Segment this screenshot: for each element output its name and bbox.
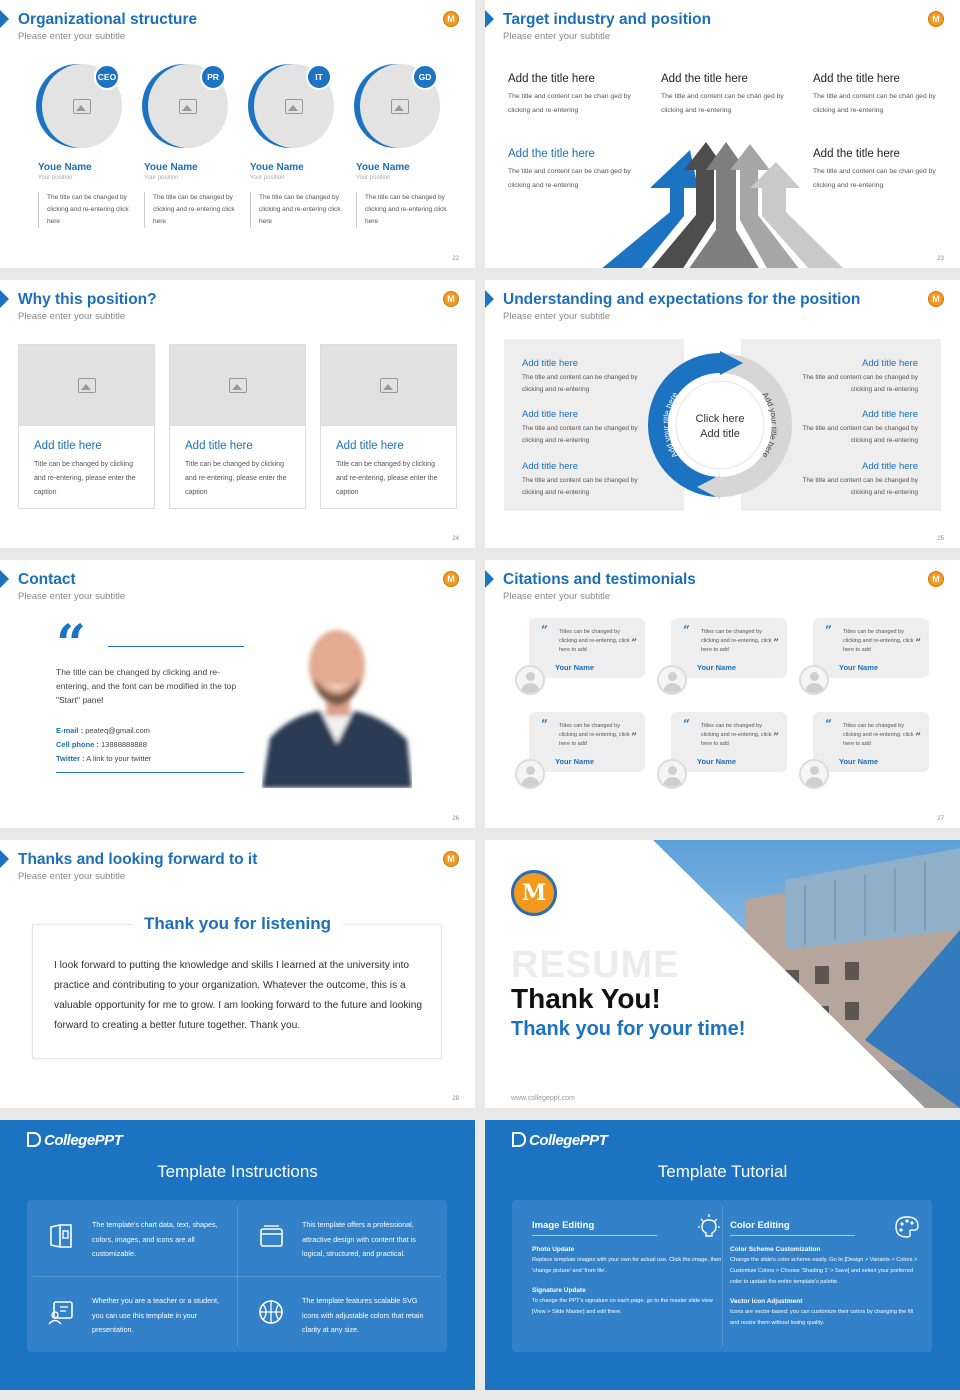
member-position: Your position [144,175,179,181]
page-number: 22 [452,256,459,262]
resume-watermark: RESUME [511,944,680,986]
testimonial[interactable] [657,712,787,782]
role-badge: IT [306,64,332,90]
twitter-label: Twitter : [56,754,85,763]
center-line1: Click here [695,413,745,425]
member-description: The title can be changed by clicking and re-entering click here [38,192,134,228]
item-body: The title and content can be changed by clicking and re-entering [802,425,918,444]
slide-subtitle: Please enter your subtitle [18,31,126,42]
section-subheading: Photo Update [532,1246,575,1253]
arc-right-label: Add your title here [760,390,779,460]
collegeppt-logo: CollegePPT [512,1132,607,1149]
right-item[interactable] [788,461,918,499]
section-body: Replace template images with your own for actual use. Click the image, then 'change picture' and 'from file'. [532,1257,722,1274]
p-logo-icon [512,1132,526,1147]
avatar [657,665,687,695]
p-logo-icon [27,1132,41,1147]
page-number: 27 [937,816,944,822]
arc-left-label: Add your title here [661,390,680,460]
quote-mark-icon: “ [56,614,83,675]
university-logo-icon: M [443,571,459,587]
university-logo-icon: M [928,291,944,307]
email-label: E-mail : [56,726,84,735]
university-logo-icon: M [928,571,944,587]
avatar [515,759,545,789]
role-badge: PR [200,64,226,90]
testimonial-text: Titles can be changed by clicking and re-entering, click here to add [559,629,630,653]
teacher-icon [47,1298,75,1326]
member-position: Your position [250,175,285,181]
image-placeholder-icon[interactable] [321,345,456,426]
center-line2: Add title [700,428,740,440]
open-quote-icon: “ [825,717,832,731]
page-number: 26 [452,816,459,822]
block-title: Add the title here [508,148,595,160]
section-body: To change the PPT's signature on each page, go to the master slide view [View > Slide Master] and edit there. [532,1298,713,1315]
slide-template-instructions[interactable] [0,1120,475,1390]
slide-subtitle: Please enter your subtitle [18,311,126,322]
text-block[interactable] [508,73,648,118]
member-position: Your position [356,175,391,181]
title-marker [0,290,9,308]
thanks-body: I look forward to putting the knowledge and skills I learned at the university into practice and contributing to your organization. Whatever the outcome, this is a valuable opportunity for me to grow. I am looking forward to the future and looking forward to creating a better future together. Thank you. [54,960,423,1031]
info-card[interactable] [169,344,306,509]
section-subheading: Vector Icon Adjustment [730,1298,803,1305]
twitter-link[interactable]: A link to your twitter [86,754,152,763]
org-member[interactable] [36,62,136,225]
card-body: Title can be changed by clicking and re-entering, please enter the caption [336,461,438,496]
slide-why-this-position[interactable] [0,280,475,548]
title-marker [485,570,494,588]
thank-you-subtitle: Thank you for your time! [511,1018,746,1040]
section-body: Icons are vector-based: you can customize their colors by changing the fill and resize them without losing quality. [730,1309,914,1326]
collegeppt-logo: CollegePPT [27,1132,122,1149]
title-marker [485,290,494,308]
slide-target-industry[interactable] [485,0,960,268]
contact-info [56,724,151,766]
close-quote-icon: ” [773,732,779,743]
open-quote-icon: “ [541,717,548,731]
member-name: Youe Name [144,162,198,173]
upward-arrows-graphic [600,140,850,268]
testimonial-name: Your Name [555,757,595,766]
thanks-heading: Thank you for listening [132,914,343,934]
lightbulb-icon [696,1214,722,1240]
member-description: The title can be changed by clicking and re-entering click here [144,192,240,228]
card-title: Add title here [185,440,253,452]
item-title: Add title here [862,358,918,369]
contact-text: The title can be changed by clicking and re-entering, and the font can be modified in the top "Start" panel [56,667,237,705]
testimonial-text: Titles can be changed by clicking and re-entering, click here to add [701,723,772,747]
instructions-panel [27,1200,447,1352]
right-item[interactable] [788,358,918,396]
card-body: Title can be changed by clicking and re-entering, please enter the caption [34,461,136,496]
open-quote-icon: “ [541,623,548,637]
text-block[interactable] [661,73,801,118]
right-item[interactable] [788,409,918,447]
close-quote-icon: ” [915,732,921,743]
member-name: Youe Name [38,162,92,173]
slide-thanks[interactable] [0,840,475,1108]
university-logo-icon: M [511,870,557,916]
slide-title: Template Instructions [157,1162,318,1181]
left-item[interactable] [522,409,652,447]
testimonial[interactable] [657,618,787,688]
item-body: The title and content can be changed by clicking and re-entering [522,425,638,444]
member-position: Your position [38,175,73,181]
title-marker [0,570,9,588]
testimonial-text: Titles can be changed by clicking and re-entering, click here to add [701,629,772,653]
slide-organizational-structure[interactable] [0,0,475,268]
left-item[interactable] [522,461,652,499]
section-subheading: Color Scheme Customization [730,1246,821,1253]
slide-title: Why this position? [18,291,157,308]
item-body: The title and content can be changed by clicking and re-entering [522,374,638,393]
slide-title: Citations and testimonials [503,571,696,588]
card-title: Add title here [336,440,404,452]
email-value[interactable]: peateq@gmail.com [85,726,150,735]
page-number: 25 [937,536,944,542]
university-logo-icon: M [443,291,459,307]
testimonial[interactable] [799,712,929,782]
block-body: The title and content can be chan ged by clicking and re-entering [813,168,936,189]
testimonial-text: Titles can be changed by clicking and re-entering, click here to add [559,723,630,747]
page-number: 23 [937,256,944,262]
basketball-icon [257,1298,285,1326]
university-logo-icon: M [443,11,459,27]
block-title: Add the title here [813,148,900,160]
section-heading: Color Editing [730,1220,855,1236]
slide-thank-you-cover[interactable] [485,840,960,1108]
org-member[interactable] [142,62,242,225]
testimonial-name: Your Name [839,757,879,766]
divider [108,646,244,647]
item-title: Add title here [522,409,578,420]
slide-title: Organizational structure [18,11,198,28]
item-body: The title and content can be changed by clicking and re-entering [802,477,918,496]
open-quote-icon: “ [825,623,832,637]
title-marker [0,850,9,868]
item-title: Add title here [522,461,578,472]
slide-title: Contact [18,571,76,588]
item-body: The title and content can be changed by clicking and re-entering [802,374,918,393]
section-body: Change the slide's color scheme easily. Go to [Design > Variants > Colors > Customize Colors > Choose 'Shading 1' > Save] and select your preferred color to update the entire template's palette. [730,1257,918,1285]
org-member[interactable] [248,62,348,225]
tutorial-section-color [730,1220,920,1329]
close-quote-icon: ” [915,638,921,649]
instruction-item: The template features scalable SVG icons with adjustable colors that retain clarity at any size. [237,1280,437,1350]
slide-title: Template Tutorial [657,1162,788,1181]
text-block[interactable] [813,73,953,118]
item-body: The title and content can be changed by clicking and re-entering [522,477,638,496]
card-title: Add title here [34,440,102,452]
phone-value[interactable]: 13888888888 [101,740,147,749]
tutorial-panel [512,1200,932,1352]
thank-you-title: Thank You! [511,983,661,1014]
info-card[interactable] [320,344,457,509]
role-badge: CEO [94,64,120,90]
testimonial-text: Titles can be changed by clicking and re-entering, click here to add [843,723,914,747]
testimonial-name: Your Name [839,663,879,672]
slide-title: Thanks and looking forward to it [18,851,258,868]
title-marker [0,10,9,28]
divider [56,772,244,773]
block-title: Add the title here [813,73,900,85]
card-body: Title can be changed by clicking and re-entering, please enter the caption [185,461,287,496]
page-number: 24 [452,536,459,542]
book-icon [47,1222,75,1250]
block-title: Add the title here [508,73,595,85]
avatar [799,665,829,695]
university-logo-icon: M [928,11,944,27]
slide-title: Understanding and expectations for the position [503,291,861,308]
close-quote-icon: ” [631,732,637,743]
org-member[interactable] [354,62,454,225]
image-placeholder-icon[interactable] [19,345,154,426]
testimonial[interactable] [515,712,645,782]
testimonial[interactable] [515,618,645,688]
section-subheading: Signature Update [532,1287,586,1294]
instruction-item: This template offers a professional, attractive design with content that is logical, structured, and practical. [237,1204,437,1274]
slide-subtitle: Please enter your subtitle [503,311,611,322]
section-heading: Image Editing [532,1220,657,1236]
slide-contact[interactable] [0,560,475,828]
slide-subtitle: Please enter your subtitle [503,31,611,42]
avatar [515,665,545,695]
item-title: Add title here [862,409,918,420]
avatar [799,759,829,789]
block-title: Add the title here [661,73,748,85]
contact-photo[interactable] [262,618,412,788]
close-quote-icon: ” [631,638,637,649]
info-card[interactable] [18,344,155,509]
avatar [657,759,687,789]
open-quote-icon: “ [683,717,690,731]
testimonial-name: Your Name [697,663,737,672]
member-name: Youe Name [356,162,410,173]
block-body: The title and content can be chan ged by clicking and re-entering [813,93,936,114]
testimonial[interactable] [799,618,929,688]
tutorial-section-image [532,1220,722,1318]
slide-citations[interactable] [485,560,960,828]
member-description: The title can be changed by clicking and re-entering click here [250,192,346,228]
image-placeholder-icon[interactable] [170,345,305,426]
block-body: The title and content can be chan ged by clicking and re-entering [508,93,631,114]
window-icon [257,1222,285,1250]
block-body: The title and content can be chan ged by clicking and re-entering [661,93,784,114]
instruction-item: The template's chart data, text, shapes, colors, images, and icons are all customizable. [27,1204,227,1274]
slide-subtitle: Please enter your subtitle [18,871,126,882]
instruction-item: Whether you are a teacher or a student, you can use this template in your presentation. [27,1280,227,1350]
slide-subtitle: Please enter your subtitle [18,591,126,602]
slide-template-tutorial[interactable] [485,1120,960,1390]
member-name: Youe Name [250,162,304,173]
member-description: The title can be changed by clicking and re-entering click here [356,192,452,228]
close-quote-icon: ” [773,638,779,649]
slide-subtitle: Please enter your subtitle [503,591,611,602]
slide-title: Target industry and position [503,11,712,28]
role-badge: GD [412,64,438,90]
block-body: The title and content can be chan ged by clicking and re-entering [508,168,631,189]
website-link[interactable]: www.collegeppt.com [511,1095,575,1102]
left-item[interactable] [522,358,652,396]
university-logo-icon: M [443,851,459,867]
testimonial-name: Your Name [555,663,595,672]
item-title: Add title here [862,461,918,472]
open-quote-icon: “ [683,623,690,637]
title-marker [485,10,494,28]
slide-understanding-expectations[interactable] [485,280,960,548]
testimonial-name: Your Name [697,757,737,766]
palette-icon [894,1214,920,1240]
phone-label: Cell phone : [56,740,99,749]
cycle-diagram[interactable] [645,350,795,500]
page-number: 28 [452,1096,459,1102]
item-title: Add title here [522,358,578,369]
testimonial-text: Titles can be changed by clicking and re-entering, click here to add [843,629,914,653]
